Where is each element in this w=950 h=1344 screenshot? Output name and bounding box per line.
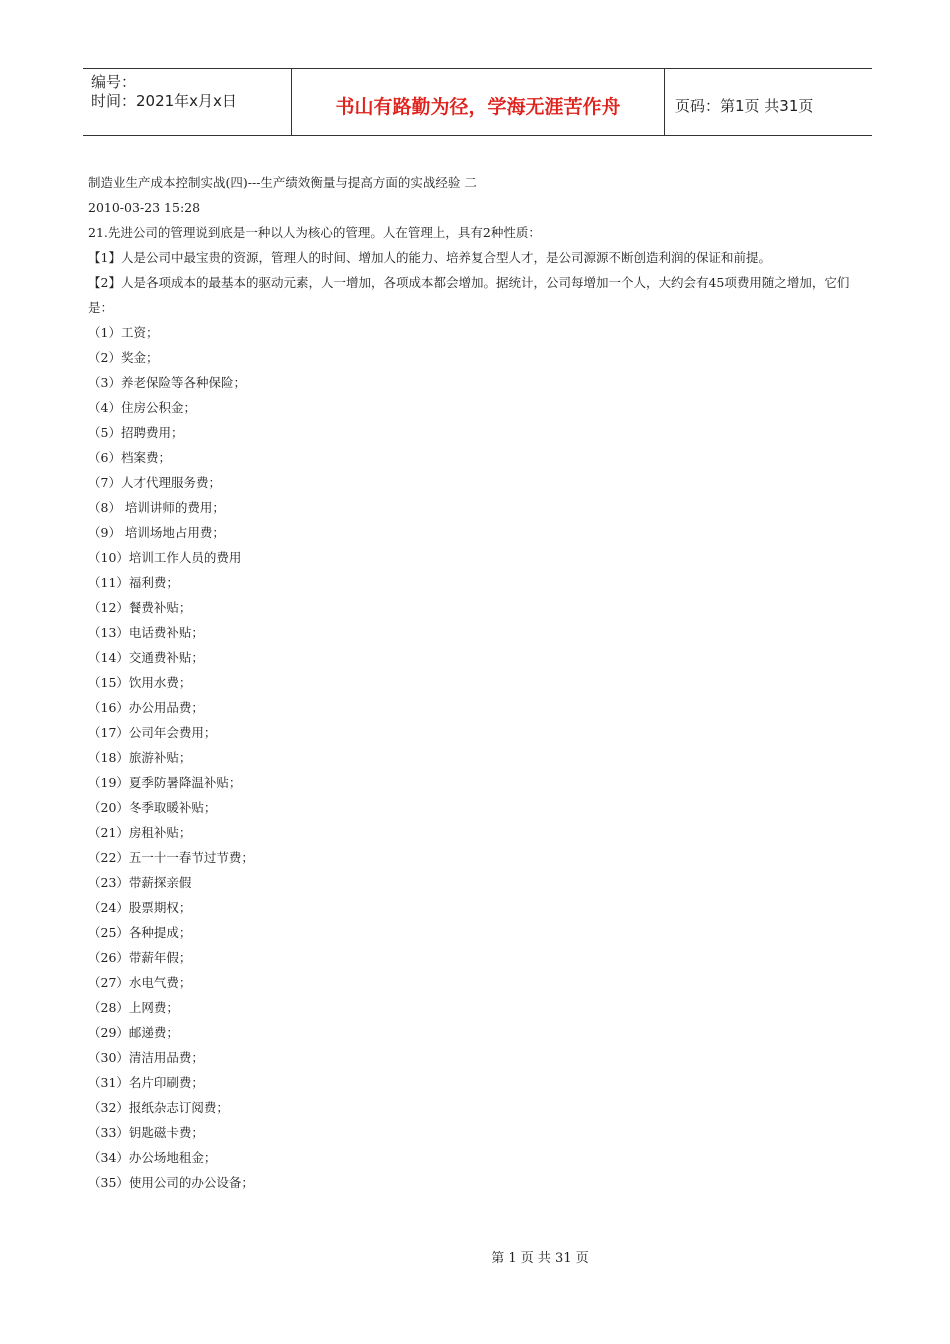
article-body	[88, 170, 868, 1195]
list-item: （6）档案费；	[88, 450, 171, 465]
list-item: （2）奖金；	[88, 350, 159, 365]
list-item: （15）饮用水费；	[88, 675, 192, 690]
list-item: （8） 培训讲师的费用；	[88, 500, 225, 515]
list-item: （23）带薪探亲假	[88, 875, 192, 890]
list-item: （30）清洁用品费；	[88, 1050, 204, 1065]
article-point-1: 【1】人是公司中最宝贵的资源，管理人的时间、增加人的能力、培养复合型人才，是公司源源不断创造利润的保证和前提。	[88, 250, 771, 265]
header-motto: 书山有路勤为径，学海无涯苦作舟	[292, 69, 665, 136]
list-item: （14）交通费补贴；	[88, 650, 204, 665]
list-item: （19）夏季防暑降温补贴；	[88, 775, 242, 790]
article-timestamp: 2010-03-23 15:28	[88, 200, 201, 215]
document-header	[83, 68, 872, 136]
list-item: （20）冬季取暖补贴；	[88, 800, 217, 815]
list-item: （13）电话费补贴；	[88, 625, 204, 640]
list-item: （35）使用公司的办公设备；	[88, 1175, 254, 1190]
list-item: （7）人才代理服务费；	[88, 475, 221, 490]
header-page-info: 页码：第1页 共31页	[665, 69, 873, 136]
list-item: （5）招聘费用；	[88, 425, 184, 440]
list-item: （3）养老保险等各种保险；	[88, 375, 246, 390]
list-item: （33）钥匙磁卡费；	[88, 1125, 204, 1140]
header-meta-cell	[83, 69, 292, 136]
article-intro: 21.先进公司的管理说到底是一种以人为核心的管理。人在管理上，具有2种性质：	[88, 225, 541, 240]
list-item: （25）各种提成；	[88, 925, 192, 940]
list-item: （17）公司年会费用；	[88, 725, 217, 740]
list-item: （22）五一十一春节过节费；	[88, 850, 254, 865]
document-number-label: 编号：	[91, 73, 137, 91]
list-item: （31）名片印刷费；	[88, 1075, 204, 1090]
list-item: （12）餐费补贴；	[88, 600, 192, 615]
list-item: （16）办公用品费；	[88, 700, 204, 715]
list-item: （34）办公场地租金；	[88, 1150, 217, 1165]
list-item: （4）住房公积金；	[88, 400, 196, 415]
list-item: （32）报纸杂志订阅费；	[88, 1100, 229, 1115]
list-item: （18）旅游补贴；	[88, 750, 192, 765]
list-item: （9） 培训场地占用费；	[88, 525, 225, 540]
expense-list	[88, 320, 868, 1195]
list-item: （11）福利费；	[88, 575, 179, 590]
article-point-2: 【2】人是各项成本的最基本的驱动元素，人一增加，各项成本都会增加。据统计，公司每增加一个人，大约会有45项费用随之增加，它们是：	[88, 275, 850, 315]
list-item: （21）房租补贴；	[88, 825, 192, 840]
list-item: （26）带薪年假；	[88, 950, 192, 965]
list-item: （29）邮递费；	[88, 1025, 179, 1040]
list-item: （10）培训工作人员的费用	[88, 550, 242, 565]
list-item: （1）工资；	[88, 325, 159, 340]
document-time-label: 时间：2021年x月x日	[91, 92, 237, 110]
page-footer: 第 1 页 共 31 页	[491, 1251, 589, 1266]
article-title: 制造业生产成本控制实战(四)---生产绩效衡量与提高方面的实战经验 二	[88, 175, 477, 190]
list-item: （24）股票期权；	[88, 900, 192, 915]
list-item: （27）水电气费；	[88, 975, 192, 990]
list-item: （28）上网费；	[88, 1000, 179, 1015]
